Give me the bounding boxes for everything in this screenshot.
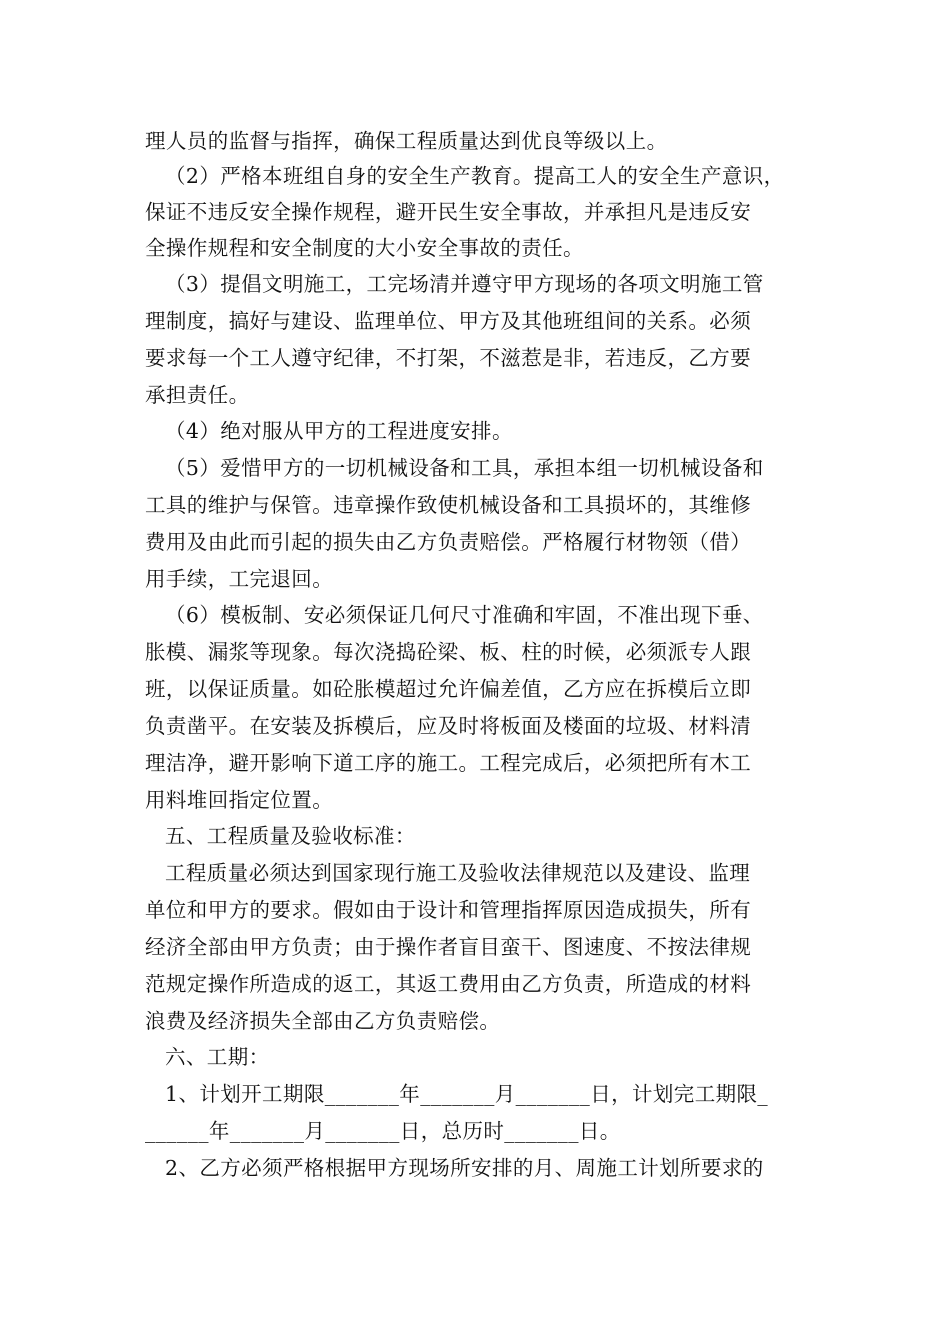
text-line: 理洁净，避开影响下道工序的施工。工程完成后，必须把所有木工 — [145, 751, 752, 775]
text-line: （2）严格本班组自身的安全生产教育。提高工人的安全生产意识， — [165, 164, 785, 188]
text-line: 全操作规程和安全制度的大小安全事故的责任。 — [145, 236, 584, 260]
text-line: （3）提倡文明施工，工完场清并遵守甲方现场的各项文明施工管 — [165, 272, 764, 296]
text-line: 1、计划开工期限_______年_______月_______日，计划完工期限_ — [165, 1082, 769, 1106]
section-heading: 六、工期： — [165, 1045, 270, 1069]
text-line: 费用及由此而引起的损失由乙方负责赔偿。严格履行材物领（借） — [145, 530, 752, 554]
text-line: 2、乙方必须严格根据甲方现场所安排的月、周施工计划所要求的 — [165, 1156, 764, 1180]
text-line: 经济全部由甲方负责；由于操作者盲目蛮干、图速度、不按法律规 — [145, 935, 752, 959]
text-line: 要求每一个工人遵守纪律，不打架，不滋惹是非，若违反，乙方要 — [145, 346, 752, 370]
section-heading: 五、工程质量及验收标准： — [165, 824, 416, 848]
text-line: （5）爱惜甲方的一切机械设备和工具，承担本组一切机械设备和 — [165, 456, 764, 480]
text-line: 单位和甲方的要求。假如由于设计和管理指挥原因造成损失，所有 — [145, 898, 752, 922]
text-line: 浪费及经济损失全部由乙方负责赔偿。 — [145, 1009, 501, 1033]
text-line: 胀模、漏浆等现象。每次浇捣砼梁、板、柱的时候，必须派专人跟 — [145, 640, 752, 664]
text-line: 保证不违反安全操作规程，避开民生安全事故，并承担凡是违反安 — [145, 200, 752, 224]
text-line: 承担责任。 — [145, 383, 250, 407]
text-line: 工具的维护与保管。违章操作致使机械设备和工具损坏的，其维修 — [145, 493, 752, 517]
text-line: 负责凿平。在安装及拆模后，应及时将板面及楼面的垃圾、材料清 — [145, 714, 752, 738]
text-line: （4）绝对服从甲方的工程进度安排。 — [165, 419, 513, 443]
text-line: 用手续，工完退回。 — [145, 567, 334, 591]
text-line: ______年_______月_______日，总历时_______日。 — [145, 1119, 621, 1143]
text-line: 用料堆回指定位置。 — [145, 788, 334, 812]
text-line: 理制度，搞好与建设、监理单位、甲方及其他班组间的关系。必须 — [145, 309, 752, 333]
text-line: 班，以保证质量。如砼胀模超过允许偏差值，乙方应在拆模后立即 — [145, 677, 752, 701]
text-line: 范规定操作所造成的返工，其返工费用由乙方负责，所造成的材料 — [145, 972, 752, 996]
text-line: （6）模板制、安必须保证几何尺寸准确和牢固，不准出现下垂、 — [165, 603, 764, 627]
text-line: 理人员的监督与指挥，确保工程质量达到优良等级以上。 — [145, 129, 668, 153]
text-line: 工程质量必须达到国家现行施工及验收法律规范以及建设、监理 — [165, 861, 751, 885]
